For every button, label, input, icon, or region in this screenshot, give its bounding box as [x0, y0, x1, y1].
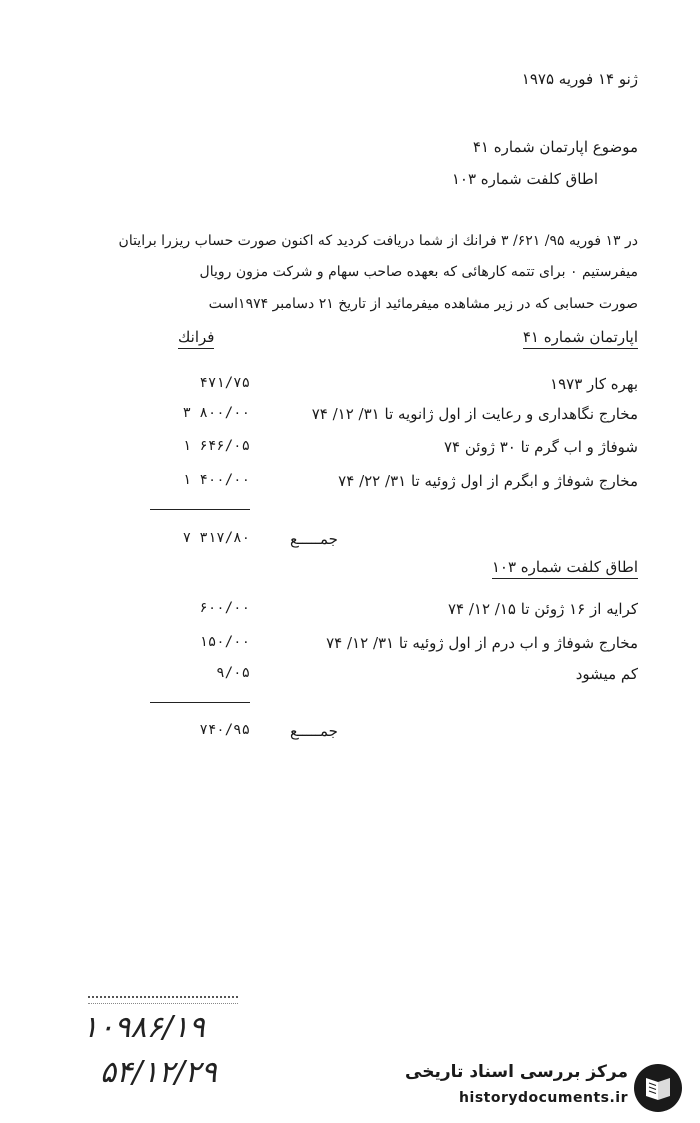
- section1-total-rule: [150, 509, 250, 510]
- stamp-dotted-line: [88, 1003, 238, 1004]
- section1-row-desc: شوفاژ و اب گرم تا ۳۰ ژوئن ۷۴: [444, 438, 638, 456]
- intro-line-1: در ۱۳ فوریه ۹۵/ ۶۲۱/ ۳ فرانك از شما دریافت کردید که اکنون صورت حساب ریزرا برایتان: [118, 233, 638, 249]
- letter-date: ژنو ۱۴ فوریه ۱۹۷۵: [521, 70, 638, 88]
- section1-row-desc: مخارج شوفاژ و ابگرم از اول ژوئیه تا ۳۱/ ۲۲/ ۷۴: [338, 472, 638, 490]
- section1-total: ۷ ۳۱۷/۸۰: [182, 530, 250, 546]
- section2-title: اطاق کلفت شماره ۱۰۳: [492, 558, 638, 579]
- section1-row-amount: ۴۷۱/۷۵: [199, 375, 250, 391]
- section2-total: ۷۴۰/۹۵: [199, 722, 250, 738]
- section2-total-label: جمـــــع: [290, 722, 338, 740]
- section2-row-desc: مخارج شوفاژ و اب درم از اول ژوئیه تا ۳۱/ ۱۲/ ۷۴: [326, 634, 638, 652]
- intro-line-3: صورت حسابی که در زیر مشاهده میفرمائید از تاریخ ۲۱ دسامبر ۱۹۷۴است: [208, 296, 638, 312]
- handwritten-number: ۱۰۹۸۶/۱۹: [82, 1010, 205, 1045]
- book-logo-icon: [632, 1062, 684, 1114]
- section1-row-amount: ۱ ۶۴۶/۰۵: [182, 438, 250, 454]
- watermark-name: مرکز بررسی اسناد تاریخی: [405, 1062, 628, 1082]
- section2-row-amount: ۱۵۰/۰۰: [199, 634, 250, 650]
- section1-total-label: جمـــــع: [290, 530, 338, 548]
- section1-row-desc: بهره کار ۱۹۷۳: [550, 375, 638, 393]
- section1-row-desc: مخارج نگاهداری و رعایت از اول ژانویه تا ۳۱/ ۱۲/ ۷۴: [311, 405, 638, 423]
- currency-header: فرانك: [178, 328, 214, 349]
- section1-title: اپارتمان شماره ۴۱: [523, 328, 638, 349]
- room-line: اطاق کلفت شماره ۱۰۳: [451, 170, 598, 188]
- handwritten-date: ۵۴/۱۲/۲۹: [100, 1055, 217, 1090]
- section1-row-amount: ۳ ۸۰۰/۰۰: [182, 405, 250, 421]
- section2-row-amount: ۹/۰۵: [216, 665, 250, 681]
- subject-line: موضوع اپارتمان شماره ۴۱: [472, 138, 638, 156]
- stamp-dotted-line: [88, 996, 238, 998]
- section1-row-amount: ۱ ۴۰۰/۰۰: [182, 472, 250, 488]
- watermark: [405, 1058, 690, 1118]
- section2-row-desc: کم میشود: [575, 665, 638, 683]
- section2-total-rule: [150, 702, 250, 703]
- watermark-url: historydocuments.ir: [459, 1090, 628, 1106]
- intro-line-2: میفرستیم ۰ برای تتمه کارهائی که بعهده صاحب سهام و شرکت مزون رویال: [199, 264, 638, 280]
- section2-row-desc: کرایه از ۱۶ ژوئن تا ۱۵/ ۱۲/ ۷۴: [447, 600, 638, 618]
- section2-row-amount: ۶۰۰/۰۰: [199, 600, 250, 616]
